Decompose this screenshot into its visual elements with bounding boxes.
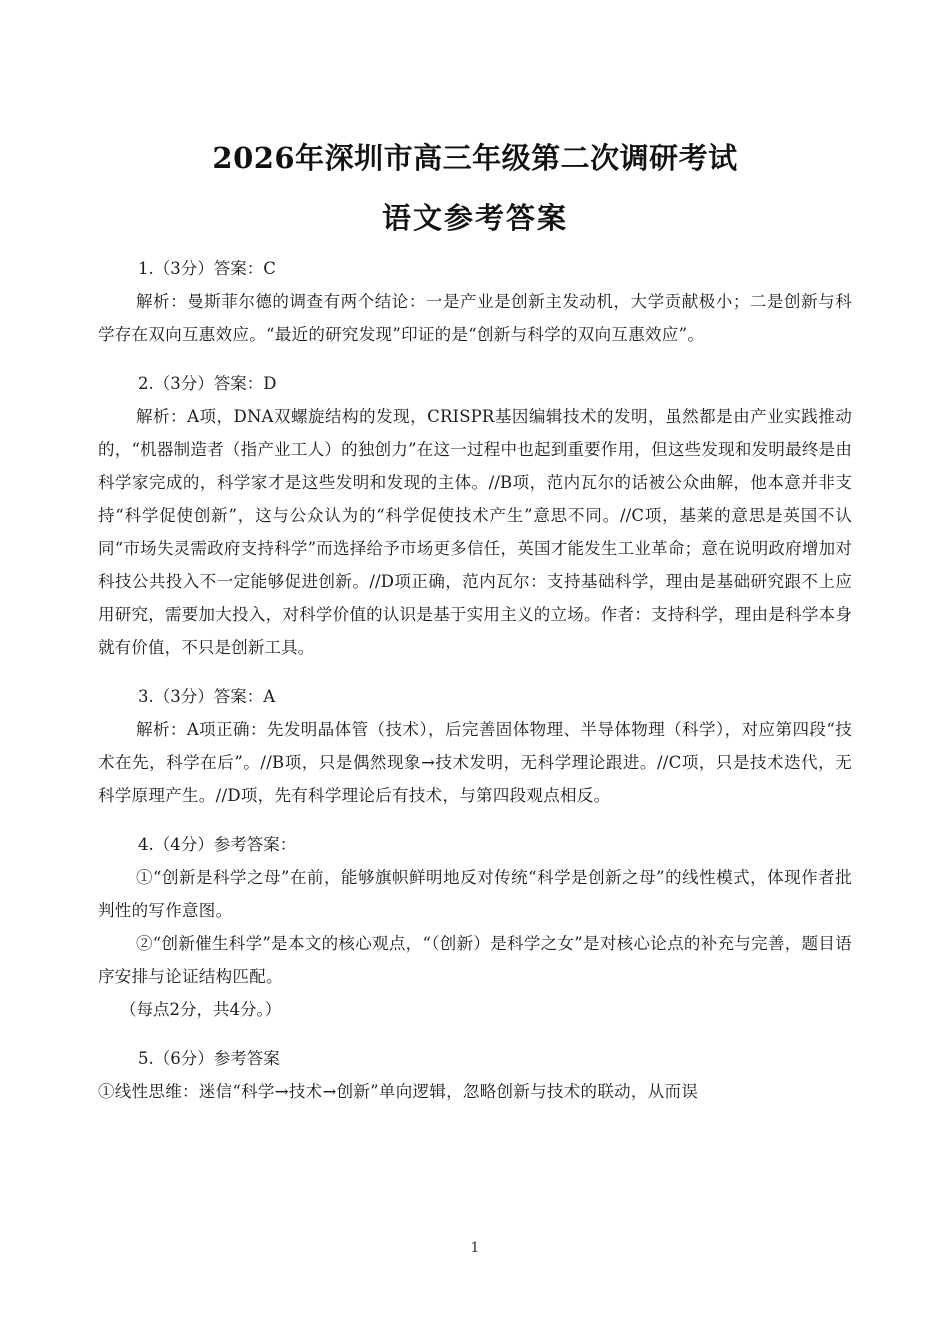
question-number: 3. [138, 687, 154, 706]
question-heading [98, 828, 852, 861]
answer-heading: （3分）答案：C [153, 259, 276, 278]
answer-heading: （6分）参考答案 [153, 1049, 280, 1068]
page-number: 1 [470, 1240, 480, 1256]
question-5 [98, 1042, 852, 1108]
answer-body [98, 252, 852, 1108]
question-number: 4. [138, 835, 154, 854]
question-number: 1. [138, 259, 154, 278]
answer-heading: （3分）答案：A [153, 687, 276, 706]
question-heading [98, 367, 852, 400]
analysis-paragraph: 解析：曼斯菲尔德的调查有两个结论：一是产业是创新主发动机，大学贡献极小；二是创新与科学存在双向互惠效应。“最近的研究发现”印证的是“创新与科学的双向互惠效应”。 [98, 292, 852, 344]
analysis-paragraph: 解析：A项正确：先发明晶体管（技术），后完善固体物理、半导体物理（科学），对应第四段“技术在先，科学在后”。//B项，只是偶然现象→技术发明，无科学理论跟进。//C项，只是技术迭代，无科学原理产生。//D项，先有科学理论后有技术，与第四段观点相反。 [98, 720, 852, 805]
question-1 [98, 252, 852, 351]
exam-subtitle: 语文参考答案 [381, 201, 568, 235]
question-heading [98, 252, 852, 285]
exam-title: 2026年深圳市高三年级第二次调研考试 [212, 141, 738, 175]
question-2 [98, 367, 852, 664]
question-heading [98, 1042, 852, 1075]
analysis-paragraph: 解析：A项，DNA双螺旋结构的发现，CRISPR基因编辑技术的发明，虽然都是由产业实践推动的，“机器制造者（指产业工人）的独创力”在这一过程中也起到重要作用，但这些发现和发明最终是由科学家完成的，科学家才是这些发明和发现的主体。//B项，范内瓦尔的话被公众曲解，他本意并非支持“科学促使创新”，这与公众认为的“科学促使技术产生”意思不同。//C项，基莱的意思是英国不认同“市场失灵需政府支持科学”而选择给予市场更多信任，英国才能发生工业革命；意在说明政府增加对科技公共投入不一定能够促进创新。//D项正确，范内瓦尔：支持基础科学，理由是基础研究跟不上应用研究，需要加大投入，对科学价值的认识是基于实用主义的立场。作者：支持科学，理由是科学本身就有价值，不只是创新工具。 [98, 407, 852, 657]
question-3 [98, 680, 852, 812]
answer-heading: （3分）答案：D [153, 374, 277, 393]
answer-point-1: ①线性思维：迷信“科学→技术→创新”单向逻辑，忽略创新与技术的联动，从而误 [98, 1082, 699, 1101]
answer-heading: （4分）参考答案： [153, 835, 297, 854]
scoring-note: （每点2分，共4分。） [120, 1000, 282, 1019]
question-number: 2. [138, 374, 154, 393]
question-4 [98, 828, 852, 1026]
question-heading [98, 680, 852, 713]
question-number: 5. [138, 1049, 154, 1068]
answer-point-1: ①“创新是科学之母”在前，能够旗帜鲜明地反对传统“科学是创新之母”的线性模式，体现作者批判性的写作意图。 [98, 868, 852, 920]
answer-point-2: ②“创新催生科学”是本文的核心观点，“（创新）是科学之女”是对核心论点的补充与完善，题目语序安排与论证结构匹配。 [98, 934, 852, 986]
